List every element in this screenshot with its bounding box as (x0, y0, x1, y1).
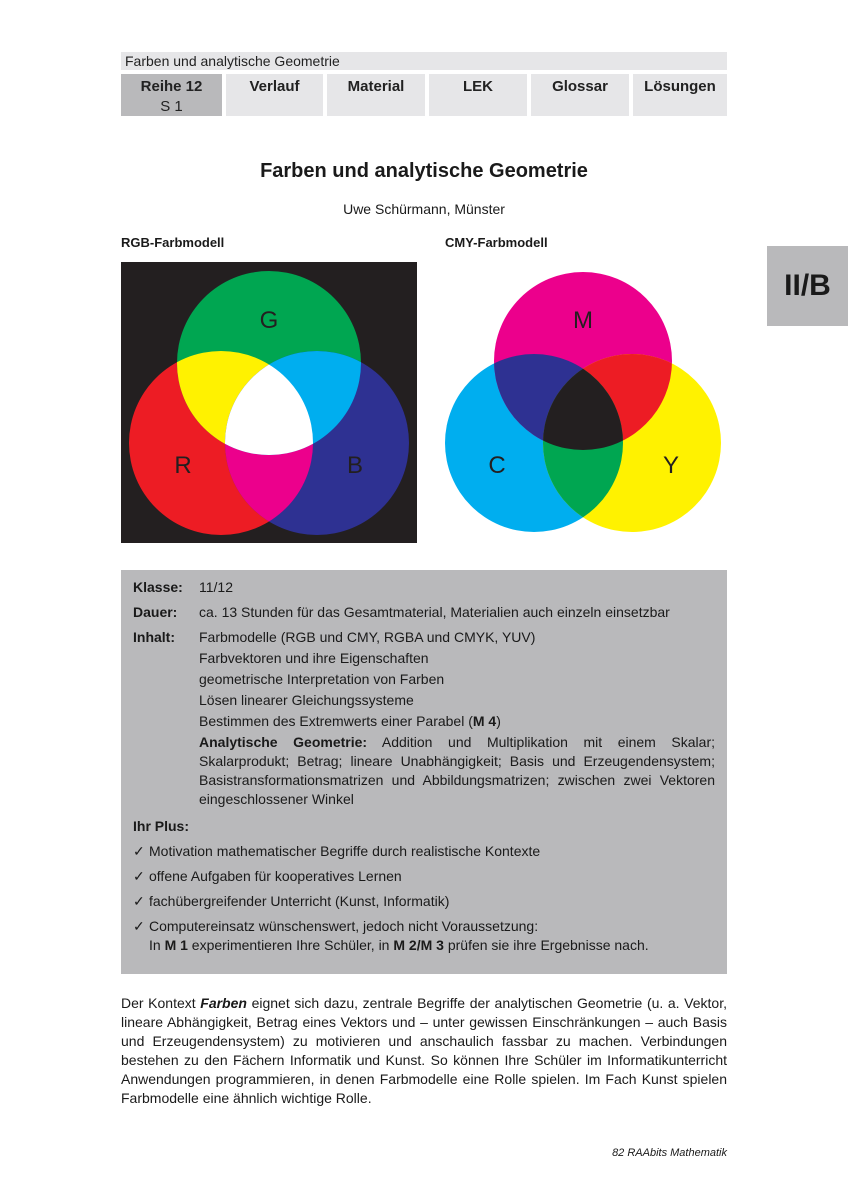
plus-last-m1: M 1 (164, 937, 188, 953)
plus-last-post: prüfen sie ihre Ergebnisse nach. (443, 937, 649, 953)
plus-item-text: offene Aufgaben für kooperatives Lernen (149, 868, 402, 884)
extremwert-close: ) (496, 713, 501, 729)
plus-last-m23: M 2/M 3 (393, 937, 444, 953)
dauer-value: ca. 13 Stunden für das Gesamtmaterial, Materialien auch einzeln einsetzbar (199, 604, 670, 620)
letter-g: G (259, 307, 279, 334)
plus-item-text: Motivation mathematischer Begriffe durch realistische Kontexte (149, 843, 541, 859)
inhalt-item-geometrie (199, 733, 715, 809)
check-icon: ✓ (133, 893, 145, 909)
rgb-label: RGB-Farbmodell (121, 235, 225, 250)
section-tab: II/B (767, 246, 848, 326)
klasse-label: Klasse: (133, 579, 183, 595)
plus-item-text (149, 917, 649, 955)
page-title: Farben und analytische Geometrie (260, 160, 588, 182)
breadcrumb: Farben und analytische Geometrie (121, 52, 727, 70)
inhalt-values (199, 628, 715, 811)
tab-reihe-label: Reihe 12 (140, 78, 203, 95)
inhalt-item-extremwert (199, 712, 715, 731)
plus-last-mid: experimentieren Ihre Schüler, in (187, 937, 394, 953)
body-paragraph (121, 994, 727, 1108)
dauer-row (133, 603, 715, 622)
plus-last-line1: Computereinsatz wünschenswert, jedoch nicht Voraussetzung: (149, 918, 539, 934)
plus-item (133, 892, 715, 911)
plus-last-pre: In (149, 937, 165, 953)
tab-glossar[interactable]: Glossar (531, 74, 629, 116)
check-icon: ✓ (133, 918, 145, 934)
inhalt-row (133, 628, 715, 811)
tab-reihe-sub: S 1 (160, 98, 183, 115)
tab-material[interactable]: Material (327, 74, 425, 116)
check-icon: ✓ (133, 868, 145, 884)
author: Uwe Schürmann, Münster (343, 201, 505, 217)
tab-reihe[interactable] (121, 74, 222, 116)
tab-loesungen[interactable]: Lösungen (633, 74, 727, 116)
plus-title: Ihr Plus: (133, 818, 190, 834)
extremwert-ref: M 4 (472, 713, 497, 729)
geometrie-text: Addition und Multiplikation mit einem Skalar; Skalarprodukt; Betrag; lineare Unabhängigkeit; Basis und Erzeugendensystem; Basistransformationsmatrizen und Abbildungsmatrizen; zwischen zwei Vektoren eingeschlossener Winkel (199, 734, 715, 807)
nav-tabs (121, 74, 727, 116)
check-icon: ✓ (133, 843, 145, 859)
letter-y: Y (662, 452, 680, 479)
tab-lek[interactable]: LEK (429, 74, 527, 116)
plus-item-text: fachübergreifender Unterricht (Kunst, Informatik) (149, 893, 450, 909)
inhalt-item: Farbmodelle (RGB und CMY, RGBA und CMYK, YUV) (199, 629, 536, 645)
plus-item (133, 867, 715, 886)
tab-verlauf[interactable]: Verlauf (226, 74, 323, 116)
body-pre: Der Kontext (121, 995, 201, 1011)
letter-b: B (346, 452, 364, 479)
body-emphasis: Farben (200, 995, 247, 1011)
letter-m: M (573, 307, 593, 334)
inhalt-item: Lösen linearer Gleichungssysteme (199, 692, 414, 708)
footer: 82 RAAbits Mathematik (612, 1147, 727, 1159)
cmy-diagram (441, 262, 726, 543)
rgb-diagram (121, 262, 417, 543)
inhalt-item: geometrische Interpretation von Farben (199, 671, 445, 687)
klasse-row (133, 578, 715, 597)
extremwert-text: Bestimmen des Extremwerts einer Parabel ( (199, 713, 473, 729)
plus-item (133, 842, 715, 861)
geometrie-label: Analytische Geometrie: (199, 734, 368, 750)
klasse-value: 11/12 (199, 579, 233, 595)
dauer-label: Dauer: (133, 604, 178, 620)
letter-c: C (488, 452, 506, 479)
plus-item (133, 917, 715, 955)
info-box (121, 570, 727, 974)
inhalt-item: Farbvektoren und ihre Eigenschaften (199, 650, 429, 666)
cmy-label: CMY-Farbmodell (445, 235, 548, 250)
letter-r: R (174, 452, 192, 479)
inhalt-label: Inhalt: (133, 629, 175, 645)
body-post: eignet sich dazu, zentrale Begriffe der analytischen Geometrie (u. a. Vektor, lineare Abhängigkeit, Betrag eines Vektors und – unter gewissen Einschränkungen – auch Basis und Erzeugendensystem) zu motivieren und anschaulich fassbar zu machen. Verbindungen bestehen zu den Fächern Informatik und Kunst. So können Ihre Schüler im Informatikunterricht Anwendungen programmieren, in denen Farbmodelle eine Rolle spielen. Im Fach Kunst spielen Farbmodelle eine ähnlich wichtige Rolle. (121, 995, 727, 1106)
